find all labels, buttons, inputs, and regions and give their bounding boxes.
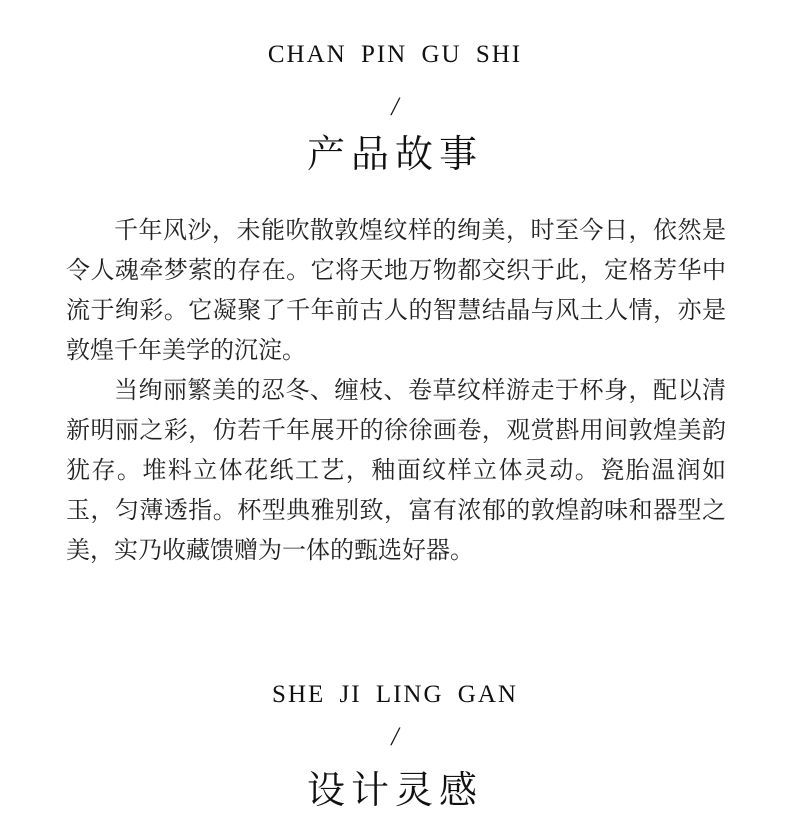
story-header <box>0 40 790 178</box>
story-paragraph-2: 当绚丽繁美的忍冬、缠枝、卷草纹样游走于杯身，配以清新明丽之彩，仿若千年展开的徐徐画卷，观赏斟用间敦煌美韵犹存。堆料立体花纸工艺，釉面纹样立体灵动。瓷胎温润如玉，匀薄透指。杯型典雅别致，富有浓郁的敦煌韵味和器型之美，实乃收藏馈赠为一体的甄选好器。 <box>66 376 726 564</box>
story-body <box>66 210 726 570</box>
story-paragraph-1: 千年风沙，未能吹散敦煌纹样的绚美，时至今日，依然是令人魂牵梦萦的存在。它将天地万物都交织于此，定格芳华中流于绚彩。它凝聚了千年前古人的智慧结晶与风土人情，亦是敦煌千年美学的沉淀。 <box>66 216 726 364</box>
story-title: 产品故事 <box>306 132 483 176</box>
design-slash-divider: / <box>391 722 399 751</box>
design-header <box>0 680 790 814</box>
story-slash-divider: / <box>391 92 399 121</box>
story-pinyin-heading: CHAN PIN GU SHI <box>267 41 523 68</box>
design-title: 设计灵感 <box>306 768 483 812</box>
design-pinyin-heading: SHE JI LING GAN <box>272 681 518 708</box>
